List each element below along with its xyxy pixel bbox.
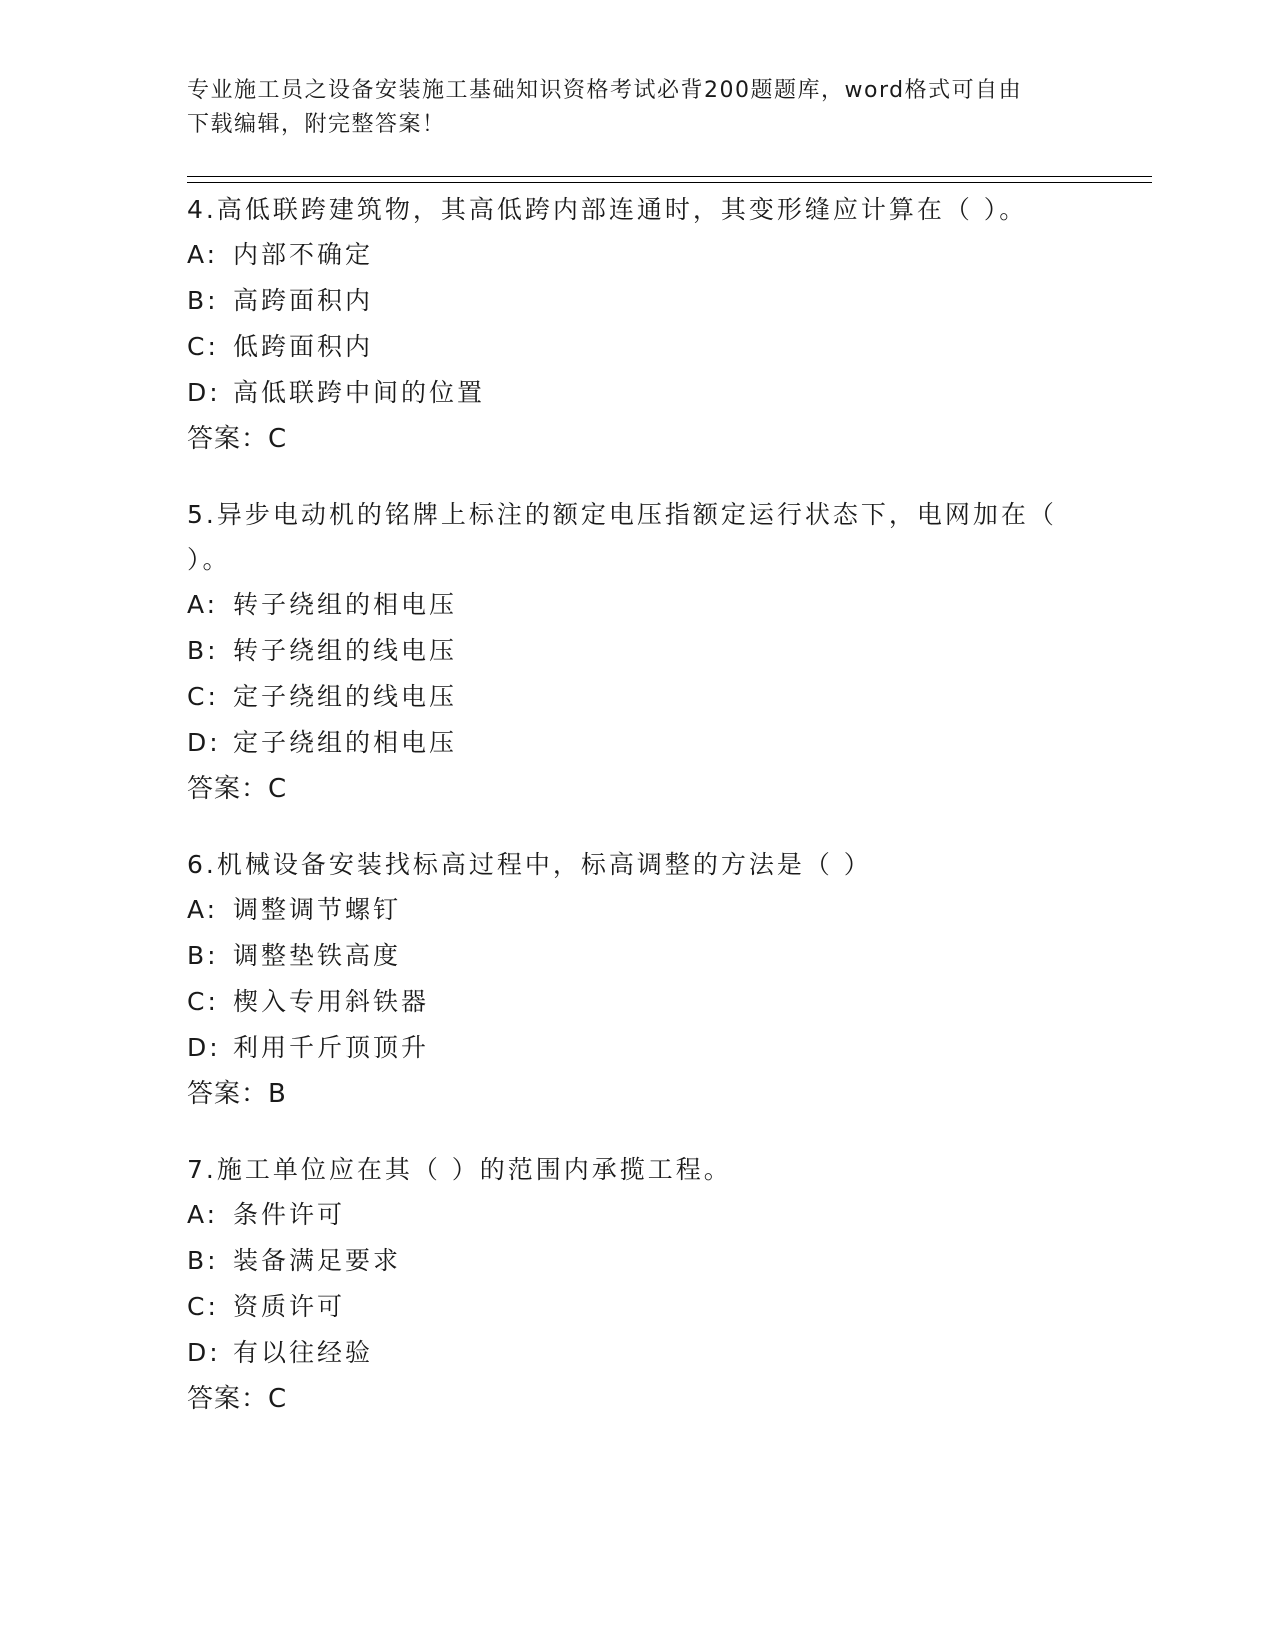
question-stem: 6.机械设备安装找标高过程中，标高调整的方法是（ ） [187, 850, 872, 879]
option-d [187, 370, 1067, 416]
answer: 答案：C [187, 1384, 288, 1414]
option-text: 内部不确定 [233, 240, 374, 269]
header-divider-bottom [187, 182, 1152, 183]
option-letter: B: [187, 1246, 219, 1275]
option-text: 利用千斤顶顶升 [233, 1033, 430, 1062]
question-stem: 7.施工单位应在其（ ）的范围内承揽工程。 [187, 1155, 732, 1184]
option-text: 转子绕组的相电压 [233, 590, 458, 619]
option-letter: B: [187, 636, 219, 665]
question-5 [187, 492, 1067, 812]
option-a [187, 887, 1067, 933]
question-stem: 5.异步电动机的铭牌上标注的额定电压指额定运行状态下，电网加在（ ）。 [187, 500, 1057, 574]
answer: 答案：C [187, 424, 288, 454]
option-letter: C: [187, 332, 219, 361]
option-c [187, 674, 1067, 720]
option-text: 装备满足要求 [233, 1246, 402, 1275]
option-letter: A: [187, 1200, 219, 1229]
option-letter: C: [187, 1292, 219, 1321]
option-c [187, 979, 1067, 1025]
option-letter: C: [187, 682, 219, 711]
question-4 [187, 187, 1067, 462]
document-header [187, 74, 1067, 142]
option-a [187, 1192, 1067, 1238]
option-c [187, 324, 1067, 370]
option-letter: B: [187, 286, 219, 315]
option-text: 楔入专用斜铁器 [233, 987, 430, 1016]
question-7 [187, 1147, 1067, 1422]
option-letter: A: [187, 895, 219, 924]
option-text: 高跨面积内 [233, 286, 374, 315]
option-text: 低跨面积内 [233, 332, 374, 361]
option-text: 转子绕组的线电压 [233, 636, 458, 665]
option-b [187, 1238, 1067, 1284]
option-text: 定子绕组的相电压 [233, 728, 458, 757]
option-letter: A: [187, 590, 219, 619]
option-letter: D: [187, 378, 221, 407]
option-text: 定子绕组的线电压 [233, 682, 458, 711]
option-text: 调整垫铁高度 [233, 941, 402, 970]
option-text: 调整调节螺钉 [233, 895, 402, 924]
option-d [187, 720, 1067, 766]
header-line-2: 下载编辑，附完整答案！ [187, 112, 446, 137]
option-b [187, 628, 1067, 674]
question-stem: 4.高低联跨建筑物，其高低跨内部连通时，其变形缝应计算在（ ）。 [187, 195, 1028, 224]
option-letter: D: [187, 728, 221, 757]
option-b [187, 933, 1067, 979]
option-letter: B: [187, 941, 219, 970]
option-c [187, 1284, 1067, 1330]
answer: 答案：C [187, 774, 288, 804]
option-text: 有以往经验 [233, 1338, 374, 1367]
option-text: 高低联跨中间的位置 [233, 378, 486, 407]
option-a [187, 582, 1067, 628]
option-letter: D: [187, 1033, 221, 1062]
option-b [187, 278, 1067, 324]
header-line-1: 专业施工员之设备安装施工基础知识资格考试必背200题题库，word格式可自由 [187, 78, 1023, 103]
option-d [187, 1330, 1067, 1376]
option-text: 条件许可 [233, 1200, 346, 1229]
option-letter: A: [187, 240, 219, 269]
option-letter: D: [187, 1338, 221, 1367]
option-letter: C: [187, 987, 219, 1016]
header-divider-top [187, 176, 1152, 177]
question-6 [187, 842, 1067, 1117]
answer: 答案：B [187, 1079, 287, 1109]
option-a [187, 232, 1067, 278]
option-d [187, 1025, 1067, 1071]
option-text: 资质许可 [233, 1292, 346, 1321]
